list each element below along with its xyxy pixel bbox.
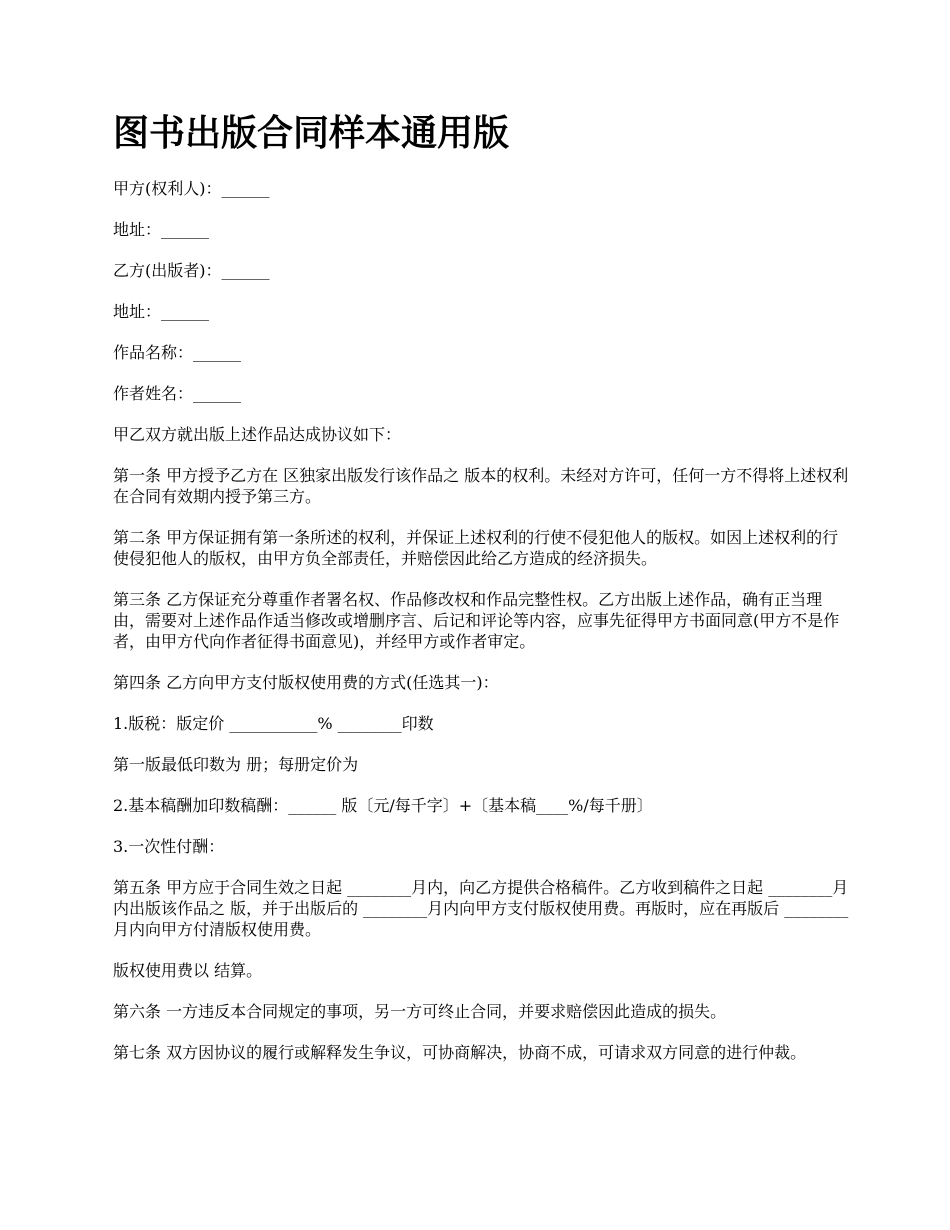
payment-option-royalty: 1.版税：版定价 ___________% ________印数 xyxy=(113,714,434,733)
article-6: 第六条 一方违反本合同规定的事项，另一方可终止合同，并要求赔偿因此造成的损失。 xyxy=(113,1002,727,1021)
settlement-currency-line: 版权使用费以 结算。 xyxy=(113,961,263,980)
article-4: 第四条 乙方向甲方支付版权使用费的方式(任选其一)： xyxy=(113,673,499,692)
party-a-line: 甲方(权利人)：______ xyxy=(113,179,270,198)
party-b-address-line: 地址：______ xyxy=(113,302,210,321)
author-name-line: 作者姓名：______ xyxy=(113,384,242,403)
party-b-line: 乙方(出版者)：______ xyxy=(113,261,270,280)
first-edition-minimum: 第一版最低印数为 册；每册定价为 xyxy=(113,755,359,774)
article-1: 第一条 甲方授予乙方在 区独家出版发行该作品之 版本的权利。未经对方许可，任何一方不得将上述权利在合同有效期内授予第三方。 xyxy=(113,466,849,506)
work-title-line: 作品名称：______ xyxy=(113,343,242,362)
article-2: 第二条 甲方保证拥有第一条所述的权利，并保证上述权利的行使不侵犯他人的版权。如因上述权利的行使侵犯他人的版权，由甲方负全部责任，并赔偿因此给乙方造成的经济损失。 xyxy=(113,528,839,568)
document-title: 图书出版合同样本通用版 xyxy=(113,113,510,154)
party-a-address-line: 地址：______ xyxy=(113,220,210,239)
article-3: 第三条 乙方保证充分尊重作者署名权、作品修改权和作品完整性权。乙方出版上述作品，确有正当理由，需要对上述作品作适当修改或增删序言、后记和评论等内容，应事先征得甲方书面同意(甲方不是作者，由甲方代向作者征得书面意见)，并经甲方或作者审定。 xyxy=(113,590,840,651)
article-7: 第七条 双方因协议的履行或解释发生争议，可协商解决，协商不成，可请求双方同意的进行仲裁。 xyxy=(113,1043,807,1062)
document-page xyxy=(113,110,853,1083)
payment-option-basic-fee: 2.基本稿酬加印数稿酬：______ 版〔元/每千字〕+〔基本稿____%/每千册〕 xyxy=(113,796,653,815)
payment-option-lump-sum: 3.一次性付酬： xyxy=(113,837,225,856)
article-5: 第五条 甲方应于合同生效之日起 ________月内，向乙方提供合格稿件。乙方收到稿件之日起 ________月内出版该作品之 版，并于出版后的 ________月内向甲方支付版权使用费。再版时，应在再版后 ________月内向甲方付清版权使用费。 xyxy=(113,878,849,939)
agreement-intro: 甲乙双方就出版上述作品达成协议如下： xyxy=(113,425,402,444)
